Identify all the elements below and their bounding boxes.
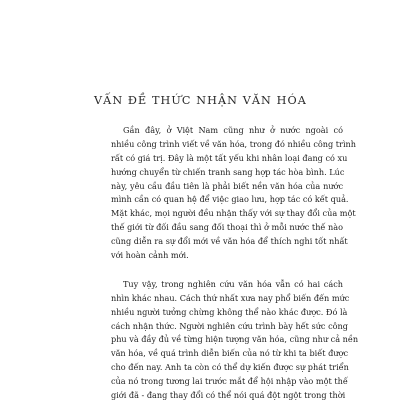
- text-line: này, yêu cầu đầu tiên là phải biết nền văn hóa của nước: [111, 180, 343, 191]
- text-line: nhiều công trình viết về văn hóa, trong đó nhiều công trình: [111, 138, 357, 149]
- text-line: hướng chuyển từ chiến tranh sang hợp tác hòa bình. Lúc: [111, 166, 345, 177]
- text-line: Mặt khác, mọi người đều nhận thấy với sự thay đổi của một: [111, 208, 356, 219]
- text-line: rất có giá trị. Đây là một tất yếu khi nhân loại đang có xu: [111, 152, 348, 163]
- text-line: văn hóa, về quá trình diễn biến của nó từ khi ta biết được: [111, 348, 348, 359]
- paragraph: [111, 124, 357, 263]
- text-line: mình cần có quan hệ để việc giao lưu, hợp tác có kết quả.: [111, 194, 349, 205]
- text-line: giới đã - đang thay đổi có thể nói quá đột ngột trong thời: [111, 390, 346, 400]
- text-line: với hoàn cảnh mới.: [111, 250, 189, 261]
- paragraph-spacer: [111, 263, 343, 278]
- text-line: phu và đầy đủ về từng hiện tượng văn hóa, cũng như cả nền: [111, 334, 359, 345]
- text-line: Gần đây, ở Việt Nam cũng như ở nước ngoài có: [123, 125, 343, 135]
- text-line: cũng diễn ra sự đổi mới về văn hóa để thích nghi tốt nhất: [111, 236, 348, 247]
- text-line: Tuy vậy, trong nghiên cứu văn hóa vẫn có hai cách: [123, 278, 343, 289]
- body-text: [111, 124, 359, 400]
- text-line: nhìn khác nhau. Cách thứ nhất xưa nay phổ biến đến mức: [111, 292, 350, 303]
- paragraph: [111, 278, 359, 400]
- text-line: nhiều người tưởng chừng không thể nào khác được. Đó là: [111, 306, 348, 317]
- text-line: thế giới từ đối đầu sang đối thoại thì ở mỗi nước thế nào: [111, 222, 343, 233]
- chapter-title: VẤN ĐỀ THỨC NHẬN VĂN HÓA: [94, 94, 307, 107]
- text-line: cách nhận thức. Người nghiên cứu trình bày hết sức công: [111, 320, 348, 331]
- text-line: cho đến nay. Anh ta còn có thể dự kiến được sự phát triển: [111, 362, 349, 373]
- text-line: của nó trong tương lai trước mắt để hội nhập vào một thế: [111, 376, 348, 387]
